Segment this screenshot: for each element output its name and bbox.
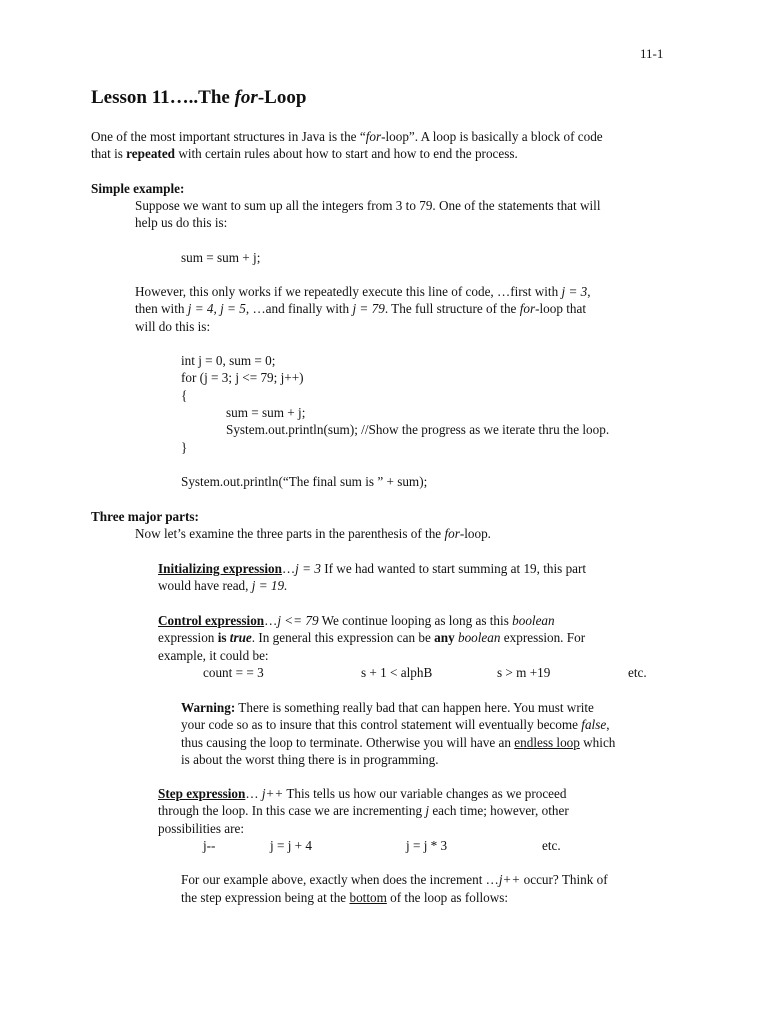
paragraph-line: then with j = 4, j = 5, …and finally with j = 79. The full structure of the for-loop that bbox=[135, 301, 587, 316]
warning-line-3: thus causing the loop to terminate. Otherwise you will have an endless loop which bbox=[181, 735, 616, 750]
simple-example-heading: Simple example: bbox=[91, 181, 185, 196]
control-example: count = = 3 bbox=[203, 665, 264, 680]
control-example: s + 1 < alphB bbox=[361, 665, 433, 680]
intro-line-2: that is repeated with certain rules about how to start and how to end the process. bbox=[91, 146, 518, 161]
control-expression-line-3: example, it could be: bbox=[158, 648, 269, 663]
paragraph-line: Now let’s examine the three parts in the parenthesis of the for-loop. bbox=[135, 526, 491, 541]
code-line: { bbox=[181, 388, 188, 403]
page-number: 11-1 bbox=[640, 46, 664, 61]
step-expression-line-1: Step expression… j++ This tells us how our variable changes as we proceed bbox=[158, 786, 567, 801]
code-line: for (j = 3; j <= 79; j++) bbox=[181, 370, 304, 385]
step-expression-line-3: possibilities are: bbox=[158, 821, 245, 836]
control-example: etc. bbox=[628, 665, 647, 680]
step-example: j = j + 4 bbox=[270, 838, 312, 853]
paragraph-line: will do this is: bbox=[135, 319, 211, 334]
code-line: } bbox=[181, 440, 188, 455]
paragraph-line: Suppose we want to sum up all the integers from 3 to 79. One of the statements that will bbox=[135, 198, 601, 213]
intro-line-1: One of the most important structures in Java is the “for-loop”. A loop is basically a block of code bbox=[91, 129, 603, 144]
final-line-2: the step expression being at the bottom of the loop as follows: bbox=[181, 890, 509, 905]
code-statement: sum = sum + j; bbox=[181, 250, 261, 265]
step-example: j-- bbox=[203, 838, 216, 853]
code-line: System.out.println(“The final sum is ” + sum); bbox=[181, 474, 428, 489]
control-expression-line-2: expression is true. In general this expression can be any boolean expression. For bbox=[158, 630, 586, 645]
paragraph-line: However, this only works if we repeatedly execute this line of code, …first with j = 3, bbox=[135, 284, 591, 299]
warning-line-2: your code so as to insure that this control statement will eventually become false, bbox=[181, 717, 610, 732]
control-example: s > m +19 bbox=[497, 665, 551, 680]
step-expression-line-2: through the loop. In this case we are incrementing j each time; however, other bbox=[158, 803, 569, 818]
control-expression-line-1: Control expression…j <= 79 We continue looping as long as this boolean bbox=[158, 613, 555, 628]
init-expression-line-2: would have read, j = 19. bbox=[158, 578, 288, 593]
code-line: int j = 0, sum = 0; bbox=[181, 353, 276, 368]
code-line: System.out.println(sum); //Show the progress as we iterate thru the loop. bbox=[226, 422, 610, 437]
step-example: j = j * 3 bbox=[406, 838, 448, 853]
init-expression-line-1: Initializing expression…j = 3 If we had wanted to start summing at 19, this part bbox=[158, 561, 587, 576]
page-title: Lesson 11…..The for-Loop bbox=[91, 87, 307, 108]
three-parts-heading: Three major parts: bbox=[91, 509, 199, 524]
code-line: sum = sum + j; bbox=[226, 405, 306, 420]
paragraph-line: help us do this is: bbox=[135, 215, 228, 230]
warning-line-1: Warning: There is something really bad that can happen here. You must write bbox=[181, 700, 594, 715]
final-line-1: For our example above, exactly when does the increment …j++ occur? Think of bbox=[181, 872, 608, 887]
warning-line-4: is about the worst thing there is in programming. bbox=[181, 752, 439, 767]
step-example: etc. bbox=[542, 838, 561, 853]
